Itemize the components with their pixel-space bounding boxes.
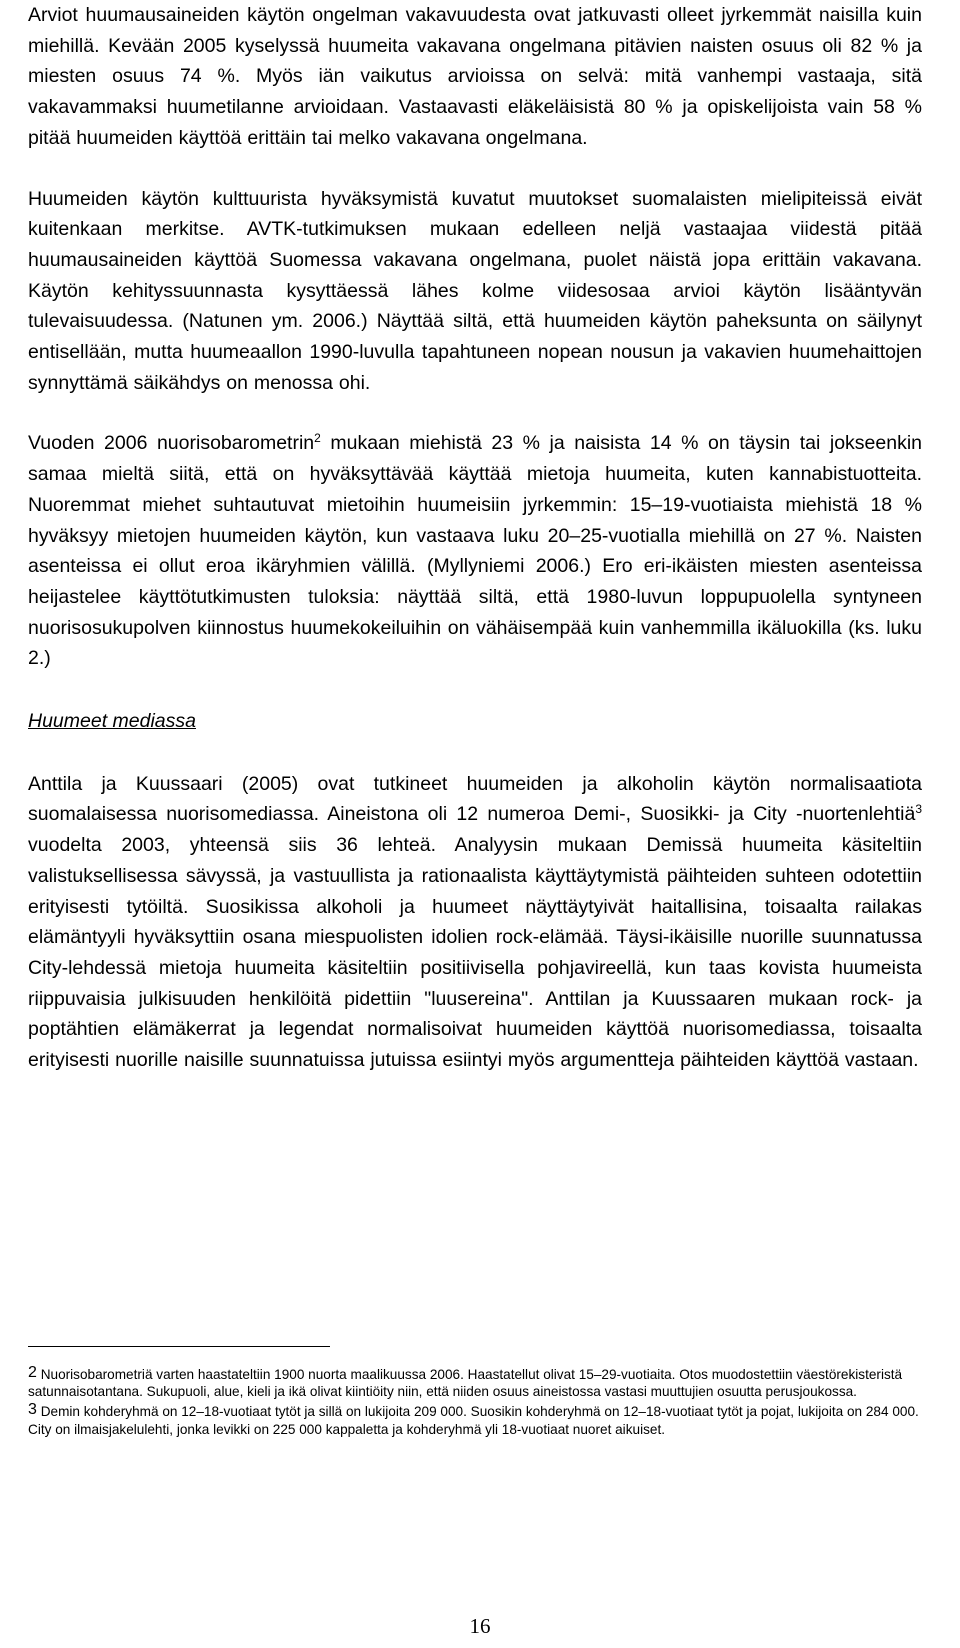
- footnote-reference-2: 2: [314, 431, 321, 446]
- footnote-text: Nuorisobarometriä varten haastateltiin 1900 nuorta maalikuussa 2006. Haastatellut olivat 15–29-vuotiaita. Otos muodostettiin väestörekisteristä satunnaisotantana. Sukupuoli, alue, kieli ja ikä olivat kiintiöity niin, että niiden osuus aineistossa vastasi muuttujien osuutta perusjoukossa.: [28, 1367, 903, 1400]
- footnote-reference-3: 3: [915, 802, 922, 817]
- paragraph-youth-barometer: [28, 428, 922, 674]
- paragraph-cultural-acceptance: Huumeiden käytön kulttuurista hyväksymistä kuvatut muutokset suomalaisten mielipiteissä eivät kuitenkaan merkitse. AVTK-tutkimuksen mukaan edelleen neljä vastaajaa viidestä pitää huumausaineiden käyttöä Suomessa vakavana ongelmana, puolet näistä jopa erittäin vakavana. Käytön kehityssuunnasta kysyttäessä lähes kolme viidesosaa arvioi käytön lisääntyvän tulevaisuudessa. (Natunen ym. 2006.) Näyttää siltä, että huumeiden käytön paheksunta on säilynyt entisellään, mutta huumeaallon 1990-luvulla tapahtuneen nopean nousun ja vakavien huumehaittojen synnyttämä säikähdys on menossa ohi.: [28, 187, 922, 394]
- section-heading-media: Huumeet mediassa: [28, 710, 196, 733]
- page-body: [28, 0, 922, 1076]
- paragraph-youth-media-start: Anttila ja Kuussaari (2005) ovat tutkineet huumeiden ja alkoholin käytön normalisaatiota suomalaisessa nuorisomediassa. Aineistona oli 12 numeroa Demi-, Suosikki- ja City -nuortenlehtiä: [28, 772, 922, 826]
- paragraph-youth-barometer-rest: mukaan miehistä 23 % ja naisista 14 % on täysin tai jokseenkin samaa mieltä siitä, että on hyväksyttävää käyttää mietoja huumeita, kuten kannabistuotteita. Nuoremmat miehet suhtautuvat mietoihin huumeisiin jyrkemmin: 15–19-vuotiaista miehistä 18 % hyväksyy mietojen huumeiden käytön, kun vastaava luku 20–25-vuotialla miehillä on 27 %. Naisten asenteissa ei ollut eroa ikäryhmien välillä. (Myllyniemi 2006.) Ero eri-ikäisten miesten asenteissa heijastelee käyttötutkimusten tuloksia: näyttää siltä, että 1980-luvun loppupuolella syntyneen nuorisosukupolven kiinnostus huumekokeiluihin on vähäisempää kuin vanhemmilla ikäluokilla (ks. luku 2.): [28, 432, 923, 670]
- footnote-3: [28, 1401, 922, 1437]
- footnotes: [28, 1364, 922, 1438]
- page-number: 16: [469, 1614, 491, 1638]
- paragraph-youth-media-study: [28, 769, 922, 1076]
- footnote-text: Demin kohderyhmä on 12–18-vuotiaat tytöt ja sillä on lukijoita 209 000. Suosikin kohderyhmä on 12–18-vuotiaat tytöt ja pojat, lukijoita on 284 000. City on ilmaisjakelulehti, jonka levikki on 225 000 kappaletta ja kohderyhmä yli 18-vuotiaat nuoret aikuiset.: [28, 1404, 919, 1437]
- footnote-2: [28, 1364, 922, 1400]
- footnote-number: 3: [28, 1401, 37, 1419]
- footnote-number: 2: [28, 1364, 37, 1381]
- paragraph-youth-media-rest: vuodelta 2003, yhteensä siis 36 lehteä. Analyysin mukaan Demissä huumeita käsiteltiin valistuksellisessa sävyssä, ja vastuullista ja rationaalista käyttäytymistä päihteiden suhteen odotettiin erityisesti tytöiltä. Suosikissa alkoholi ja huumeet näyttäytyivät haitallisina, toisaalta railakas elämäntyyli hyväksyttiin osana miespuolisten idolien rock-elämää. Täysi-ikäisille nuorille suunnatussa City-lehdessä mietoja huumeita käsiteltiin positiivisella pohjavireellä, kun taas kovista huumeista riippuvaisia julkisuuden henkilöitä pidettiin "luusereina". Anttilan ja Kuussaaren mukaan rock- ja poptähtien elämäkerrat ja legendat normalisoivat huumeiden käyttöä nuorisomediassa, toisaalta erityisesti nuorille naisille suunnatuissa jutuissa esiintyi myös argumentteja päihteiden käyttöä vastaan.: [28, 834, 922, 1072]
- paragraph-youth-barometer-start: Vuoden 2006 nuorisobarometrin: [28, 432, 315, 455]
- paragraph-attitudes-by-gender-age: Arviot huumausaineiden käytön ongelman vakavuudesta ovat jatkuvasti olleet jyrkemmät naisilla kuin miehillä. Kevään 2005 kyselyssä huumeita vakavana ongelmana pitävien naisten osuus oli 82 % ja miesten osuus 74 %. Myös iän vaikutus arvioissa on selvä: mitä vanhempi vastaaja, sitä vakavammaksi huumetilanne arvioidaan. Vastaavasti eläkeläisistä 80 % ja opiskelijoista vain 58 % pitää huumeiden käyttöä erittäin tai melko vakavana ongelmana.: [28, 4, 922, 149]
- footnote-separator: [28, 1346, 330, 1347]
